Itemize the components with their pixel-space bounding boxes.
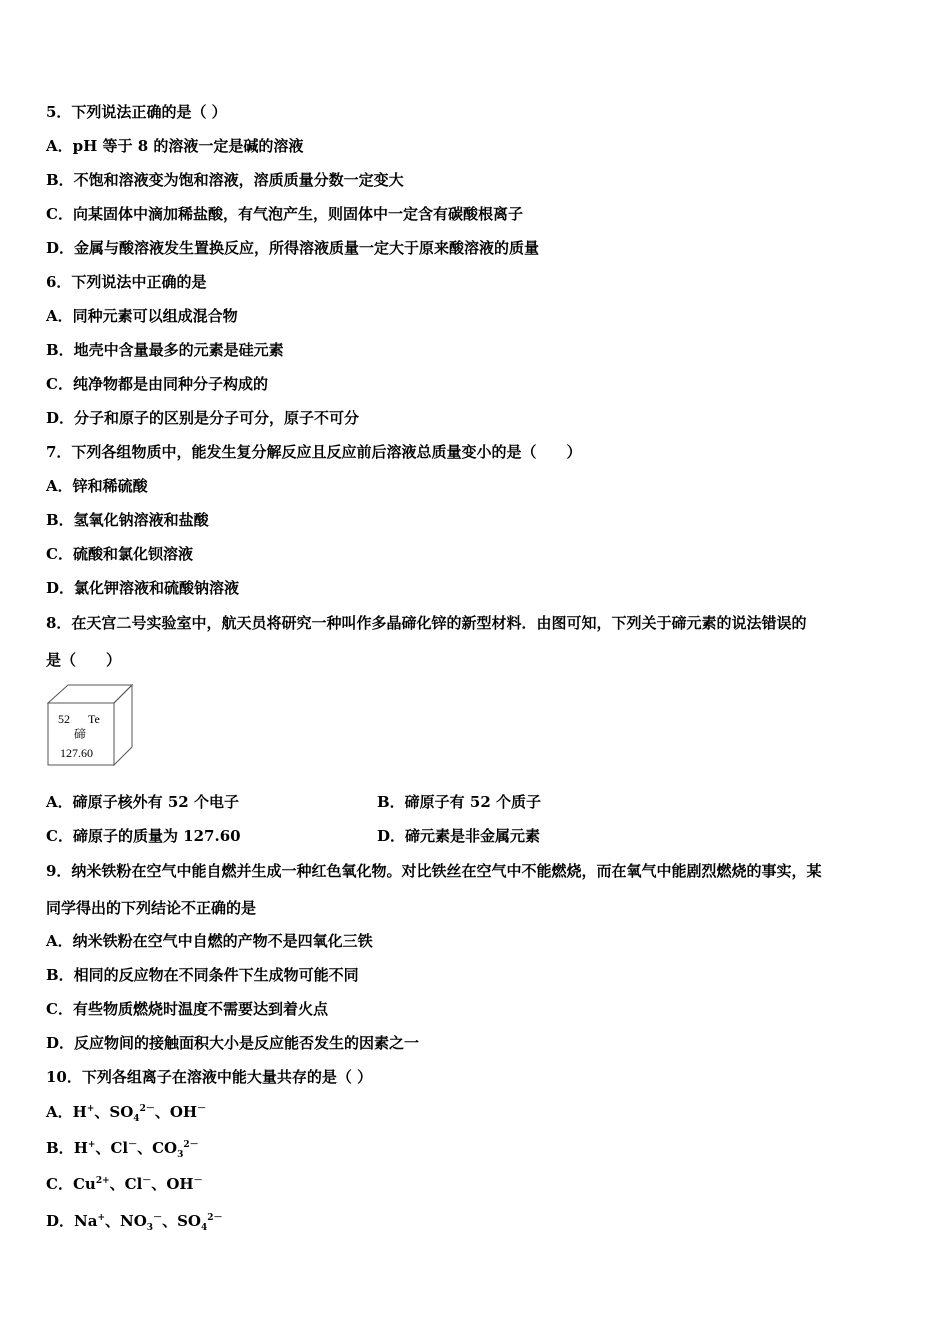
ion-charge: +	[97, 1213, 105, 1223]
element-name: 碲	[74, 727, 87, 741]
separator: 、	[109, 1175, 125, 1193]
ion: H	[72, 1103, 87, 1121]
q6-stem: 6．下列说法中正确的是	[46, 273, 207, 291]
q9-option-c: C．有些物质燃烧时温度不需要达到着火点	[46, 1000, 328, 1018]
q7-option-b: B．氢氧化钠溶液和盐酸	[46, 511, 209, 529]
q10-stem: 10．下列各组离子在溶液中能大量共存的是（ ）	[46, 1068, 373, 1086]
q9-option-b: B．相同的反应物在不同条件下生成物可能不同	[46, 966, 359, 984]
ion-subscript: 3	[177, 1150, 184, 1160]
q5-option-d: D．金属与酸溶液发生置换反应，所得溶液质量一定大于原来酸溶液的质量	[46, 239, 540, 257]
ion-charge: －	[142, 1176, 152, 1186]
q10-b-label: B．	[46, 1139, 74, 1157]
separator: 、	[94, 1103, 110, 1121]
q10-option-a	[46, 1102, 206, 1122]
q8-option-b: B．碲原子有 52 个质子	[377, 793, 541, 811]
element-card-svg	[46, 683, 136, 767]
ion: Cu	[72, 1175, 96, 1193]
ion: SO	[109, 1103, 134, 1121]
q5-option-c: C．向某固体中滴加稀盐酸，有气泡产生，则固体中一定含有碳酸根离子	[46, 205, 523, 223]
q5-option-a: A．pH 等于 8 的溶液一定是碱的溶液	[46, 137, 304, 155]
q6-option-a: A．同种元素可以组成混合物	[46, 307, 238, 325]
ion-charge: －	[128, 1140, 138, 1150]
q8-option-c: C．碲原子的质量为 127.60	[46, 827, 241, 845]
q8-option-a: A．碲原子核外有 52 个电子	[46, 793, 239, 811]
q9-stem-line1: 9．纳米铁粉在空气中能自燃并生成一种红色氧化物。对比铁丝在空气中不能燃烧，而在氧气中能剧烈燃烧的事实，某	[46, 862, 822, 880]
q7-option-d: D．氯化钾溶液和硫酸钠溶液	[46, 579, 240, 597]
ion-subscript: 3	[146, 1223, 154, 1233]
q9-option-d: D．反应物间的接触面积大小是反应能否发生的因素之一	[46, 1034, 420, 1052]
ion-charge: +	[86, 1104, 95, 1114]
q10-a-label: A．	[46, 1103, 73, 1121]
element-atomic-number: 52	[58, 712, 70, 726]
separator: 、	[137, 1139, 153, 1157]
element-symbol: Te	[88, 712, 100, 726]
ion-charge: －	[197, 1104, 207, 1114]
q5-stem: 5．下列说法正确的是（ ）	[46, 103, 227, 121]
q8-option-d: D．碲元素是非金属元素	[377, 827, 541, 845]
q10-d-label: D．	[46, 1212, 75, 1230]
q6-option-b: B．地壳中含量最多的元素是硅元素	[46, 341, 284, 359]
ion-charge: 2－	[139, 1104, 155, 1114]
q5-option-b: B．不饱和溶液变为饱和溶液，溶质质量分数一定变大	[46, 171, 404, 189]
separator: 、	[95, 1139, 111, 1157]
q9-stem-line2: 同学得出的下列结论不正确的是	[46, 899, 257, 917]
ion: OH	[169, 1103, 198, 1121]
separator: 、	[105, 1212, 121, 1230]
separator: 、	[151, 1175, 167, 1193]
ion-subscript: 4	[201, 1223, 208, 1233]
q8-stem-line1: 8．在天宫二号实验室中，航天员将研究一种叫作多晶碲化锌的新型材料．由图可知，下列关于碲元素的说法错误的	[46, 614, 807, 632]
ion-subscript: 4	[133, 1114, 140, 1124]
ion-charge: +	[87, 1140, 96, 1150]
q10-option-d	[46, 1211, 223, 1231]
ion: OH	[166, 1175, 194, 1193]
element-card-side	[114, 685, 132, 765]
ion-charge: －	[193, 1176, 203, 1186]
q10-option-c	[46, 1174, 203, 1194]
q6-option-c: C．纯净物都是由同种分子构成的	[46, 375, 268, 393]
q8-stem-line2: 是（ ）	[46, 651, 122, 669]
ion: Cl	[110, 1139, 129, 1157]
q10-c-label: C．	[46, 1175, 73, 1193]
separator: 、	[154, 1103, 170, 1121]
q6-option-d: D．分子和原子的区别是分子可分，原子不可分	[46, 409, 360, 427]
element-card-figure	[46, 683, 136, 767]
q7-option-c: C．硫酸和氯化钡溶液	[46, 545, 193, 563]
ion: SO	[177, 1212, 201, 1230]
ion: NO	[120, 1212, 147, 1230]
ion-charge: 2－	[183, 1140, 199, 1150]
ion: H	[73, 1139, 88, 1157]
ion-charge: －	[153, 1213, 163, 1223]
q10-option-b	[46, 1138, 199, 1158]
ion-charge: 2+	[95, 1176, 110, 1186]
ion: CO	[152, 1139, 178, 1157]
q9-option-a: A．纳米铁粉在空气中自燃的产物不是四氧化三铁	[46, 932, 373, 950]
ion: Na	[74, 1212, 98, 1230]
element-atomic-mass: 127.60	[60, 746, 93, 760]
ion-charge: 2－	[207, 1213, 223, 1223]
separator: 、	[162, 1212, 178, 1230]
q7-stem: 7．下列各组物质中，能发生复分解反应且反应前后溶液总质量变小的是（ ）	[46, 443, 582, 461]
element-card-top	[48, 685, 132, 703]
q7-option-a: A．锌和稀硫酸	[46, 477, 148, 495]
ion: Cl	[124, 1175, 143, 1193]
